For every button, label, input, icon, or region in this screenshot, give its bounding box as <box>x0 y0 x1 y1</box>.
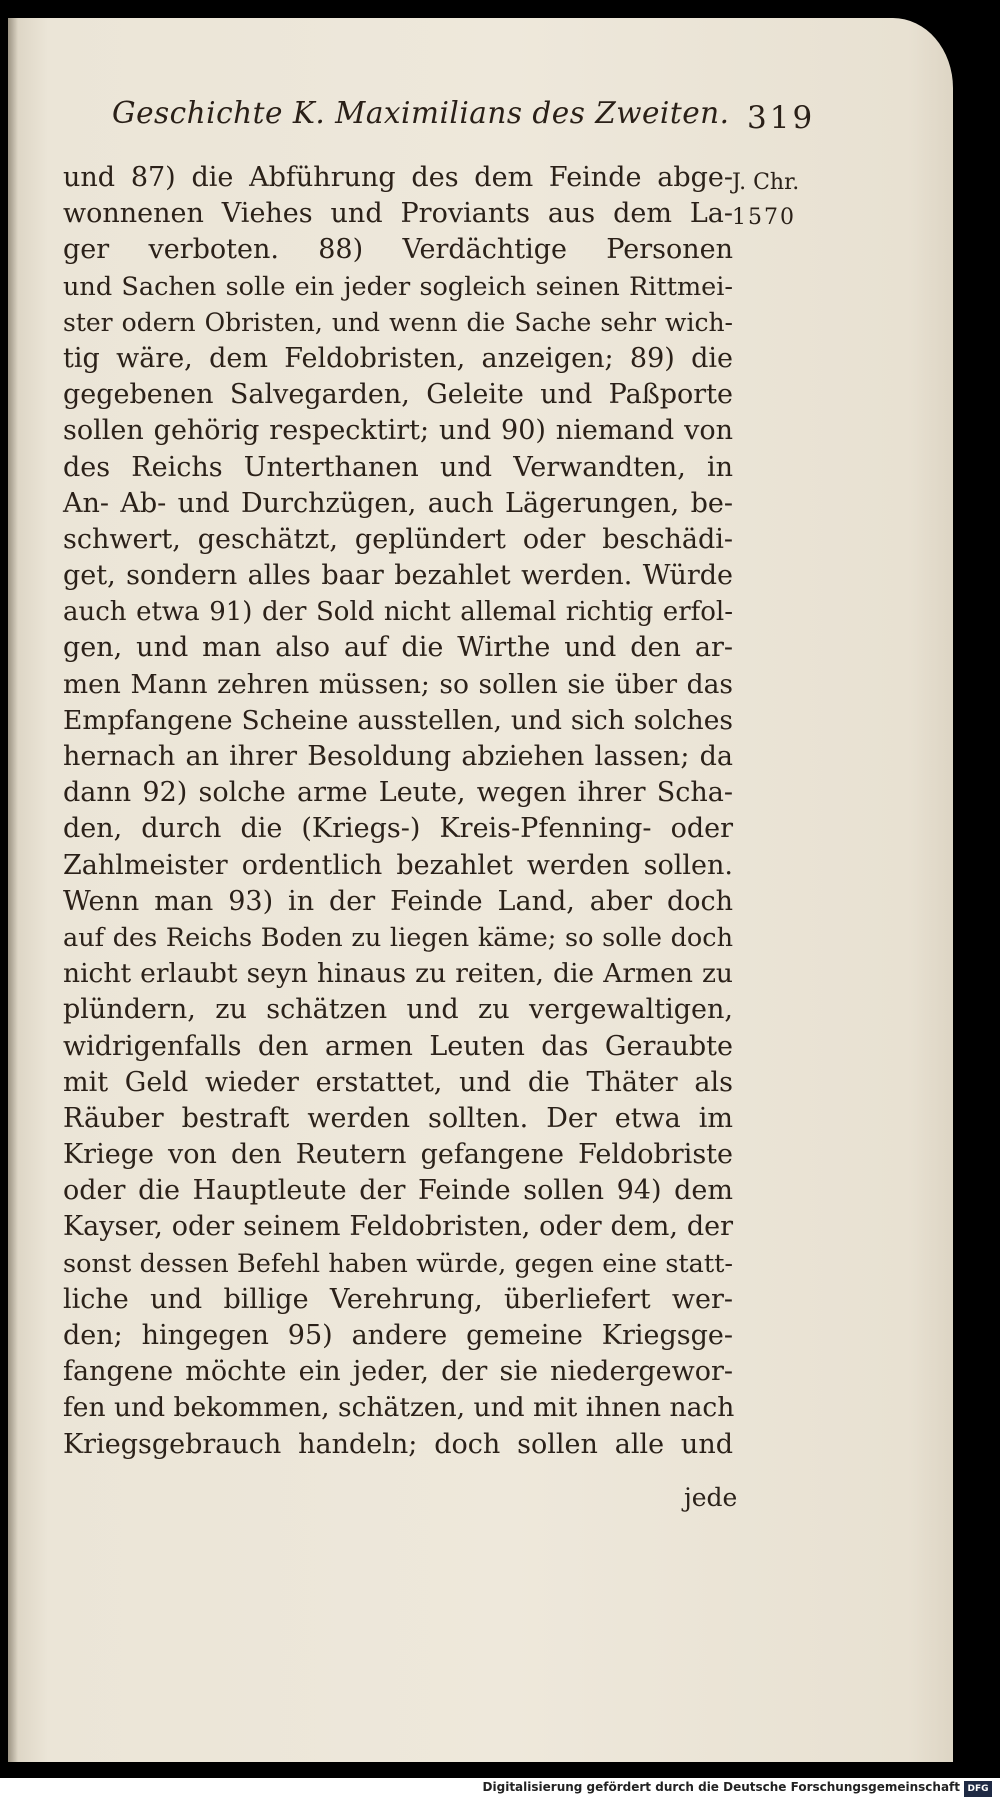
page-number: 319 <box>747 100 816 136</box>
text-line: gen, und man also auf die Wirthe und den ar- <box>63 632 733 664</box>
text-line: fen und bekommen, schätzen, und mit ihnen nach <box>63 1392 735 1424</box>
body-text <box>63 160 733 1463</box>
text-line: mit Geld wieder erstattet, und die Thäter als <box>63 1066 733 1098</box>
text-line: Kayser, oder seinem Feldobristen, oder dem, der <box>63 1211 733 1243</box>
text-line: Empfangene Scheine ausstellen, und sich solches <box>63 704 733 736</box>
dfg-logo-icon: DFG <box>964 1781 992 1797</box>
text-line: auf des Reichs Boden zu liegen käme; so solle doch <box>63 922 733 953</box>
text-line: get, sondern alles baar bezahlet werden. Würde <box>63 560 733 592</box>
text-line: und Sachen solle ein jeder sogleich seinen Rittmei- <box>63 271 733 302</box>
catchword: jede <box>684 1483 738 1512</box>
text-line: dann 92) solche arme Leute, wegen ihrer Scha- <box>63 777 733 809</box>
text-line: sollen gehörig respecktirt; und 90) niemand von <box>63 415 733 447</box>
text-line: plündern, zu schätzen und zu vergewaltigen, <box>63 994 733 1026</box>
text-line: oder die Hauptleute der Feinde sollen 94) dem <box>63 1175 733 1207</box>
text-line: Wenn man 93) in der Feinde Land, aber doch <box>63 885 733 917</box>
footer-credit: Digitalisierung gefördert durch die Deutsche Forschungsgemeinschaft <box>482 1780 960 1794</box>
running-title: Geschichte K. Maximilians des Zweiten. <box>112 96 730 130</box>
text-line: des Reichs Unterthanen und Verwandten, in <box>63 451 733 483</box>
text-line: Kriegsgebrauch handeln; doch sollen alle und <box>63 1428 733 1460</box>
text-line: tig wäre, dem Feldobristen, anzeigen; 89) die <box>63 342 733 374</box>
footer-bar <box>0 1778 1000 1801</box>
text-line: Kriege von den Reutern gefangene Feldobriste <box>63 1139 733 1171</box>
text-line: ger verboten. 88) Verdächtige Personen <box>63 234 733 266</box>
text-line: An- Ab- und Durchzügen, auch Lägerungen, be- <box>63 487 733 519</box>
margin-note-year: 1570 <box>732 205 796 230</box>
text-line: hernach an ihrer Besoldung abziehen lassen; da <box>63 741 733 772</box>
text-line: auch etwa 91) der Sold nicht allemal richtig erfol- <box>63 597 733 628</box>
binding-shadow <box>8 18 18 1762</box>
text-line: fangene möchte ein jeder, der sie niedergewor- <box>63 1356 733 1388</box>
text-line: Räuber bestraft werden sollten. Der etwa im <box>63 1102 733 1134</box>
text-line: sonst dessen Befehl haben würde, gegen eine statt- <box>63 1248 733 1279</box>
text-line: den, durch die (Kriegs-) Kreis-Pfenning- oder <box>63 813 733 845</box>
text-line: liche und billige Verehrung, überliefert wer- <box>63 1283 733 1315</box>
text-line: den; hingegen 95) andere gemeine Kriegsge- <box>63 1320 733 1351</box>
margin-note-era: J. Chr. <box>732 170 800 195</box>
text-line: nicht erlaubt seyn hinaus zu reiten, die Armen zu <box>63 958 733 990</box>
text-line: schwert, geschätzt, geplündert oder beschädi- <box>63 523 733 555</box>
text-line: ster odern Obristen, und wenn die Sache sehr wich- <box>63 307 733 337</box>
text-line: men Mann zehren müssen; so sollen sie über das <box>63 668 733 700</box>
text-line: wonnenen Viehes und Proviants aus dem La- <box>63 198 733 230</box>
text-line: gegebenen Salvegarden, Geleite und Paßporte <box>63 379 733 411</box>
text-line: Zahlmeister ordentlich bezahlet werden sollen. <box>63 849 733 881</box>
text-line: und 87) die Abführung des dem Feinde abge- <box>63 162 733 193</box>
text-line: widrigenfalls den armen Leuten das Geraubte <box>63 1030 733 1062</box>
